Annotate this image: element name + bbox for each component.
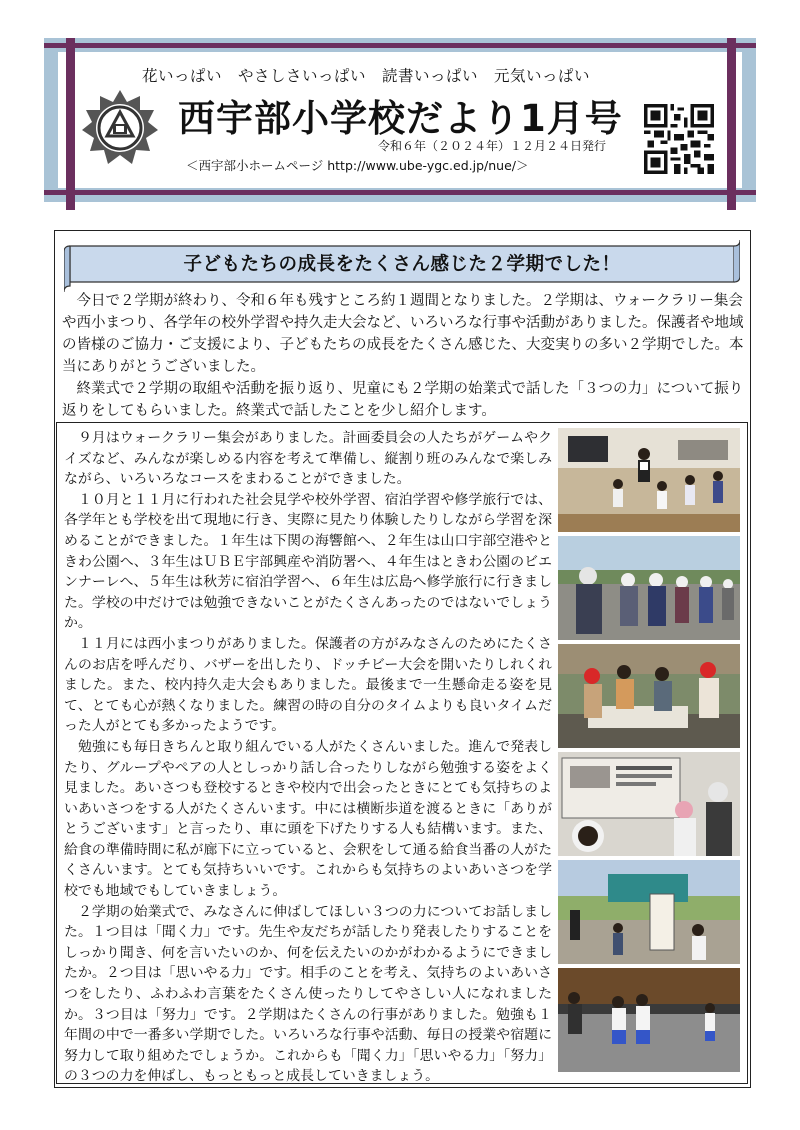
qr-code-icon[interactable] [644,104,714,174]
field-trip-photo-icon [558,536,740,640]
article-body [64,428,552,1087]
issue-date: 令和６年（２０２４年）１２月２４日発行 [378,139,607,153]
sign-display-photo-icon [558,860,740,964]
article-intro [62,290,746,422]
body-paragraph: １０月と１１月に行われた社会見学や校外学習、宿泊学習や修学旅行では、各学年とも学校を出て現地に行き、実際に見たり体験したりしながら学習を深めることができました。１年生は下関の海響館へ、２年生は山口宇部空港やときわ公園へ、３年生はＵＢＥ宇部興産や消防署へ、４年生はときわ公園のビエンナーレへ、５年生は秋芳に宿泊学習へ、６年生は広島へ修学旅行に行きました。学校の中だけでは勉強できないことがたくさんあったのではないでしょうか。 [64,491,552,632]
marathon-photo-icon [558,968,740,1072]
newsletter-title: 西宇部小学校だより1月号 [178,97,623,140]
body-paragraph: １１月には西小まつりがありました。保護者の方がみなさんのためにたくさんのお店を呼んだり、バザーを出したり、ドッチビー大会を開いたりしれくれました。また、校内持久走大会もありました。最後まで一生懸命走る姿を見て、とても心が熱くなりました。練習の時の自分のタイムよりも良いタイムだった人がとても多かったようです。 [64,635,552,735]
body-paragraph: 勉強にも毎日きちんと取り組んでいる人がたくさんいました。進んで発表したり、グループやペアの人としっかり話し合ったりしながら勉強する姿をよく見ました。あいさつも登校するときや校内で出会ったときにとても気持ちのよいあいさつをする人がたくさんいます。中には横断歩道を渡るときに「ありがとうございます」と言ったり、車に頭を下げたりする人も結構います。また、給食の準備時間に私が廊下に立っていると、会釈をして通る給食当番の人がたくさんいます。とても気持ちいいです。これからも気持ちのよいあいさつを学校でも地域でもしていきましょう。 [64,738,552,900]
intro-paragraph: 今日で２学期が終わり、令和６年も残すところ約１週間となりました。２学期は、ウォークラリー集会や西小まつり、各学年の校外学習や持久走大会など、いろいろな行事や活動がありました。保護者や地域の皆様のご協力・ご支援により、子どもたちの成長をたくさん感じた、大変実りの多い２学期でした。本当にありがとうございました。 [62,293,744,375]
body-paragraph: ２学期の始業式で、みなさんに伸ばしてほしい３つの力についてお話しました。１つ目は「聞く力」です。先生や友だちが話したり発表したりすることをしっかり聞き、何を言いたいのか、何を伝えたいのかがわかるようにできましたか。２つ目は「思いやる力」です。相手のことを考え、気持ちのよいあいさつをしたり、ふわふわ言葉をたくさん使ったりしてやさしい人になれましたか。３つ目は「努力」です。２学期はたくさんの行事がありました。勉強も１年間の中で一番多い学期でした。いろいろな行事や活動、毎日の授業や宿題に努力して取り組めたでしょうか。これからも「聞く力」「思いやる力」「努力」の３つの力を伸ばし、もっともっと成長していきましょう。 [64,903,552,1085]
body-paragraph: ９月はウォークラリー集会がありました。計画委員会の人たちがゲームやクイズなど、みんなが楽しめる内容を考えて準備し、縦割り班のみんなで楽しみながら、いろいろなコースをまわることができました。 [64,430,552,488]
walk-rally-photo-icon [558,428,740,532]
slogan: 花いっぱい やさしさいっぱい 読書いっぱい 元気いっぱい [142,67,591,85]
article-headline: 子どもたちの成長をたくさん感じた２学期でした！ [183,254,621,275]
intro-paragraph: 終業式で２学期の取組や活動を振り返り、児童にも２学期の始業式で話した「３つの力」について振り返りをしてもらいました。終業式で話したことを少し紹介します。 [62,381,744,419]
museum-visit-photo-icon [558,752,740,856]
homepage-link[interactable]: ＜西宇部小ホームページ http://www.ube-ygc.ed.jp/nue/＞ [186,158,529,173]
school-festival-photo-icon [558,644,740,748]
school-emblem-icon [80,88,160,168]
